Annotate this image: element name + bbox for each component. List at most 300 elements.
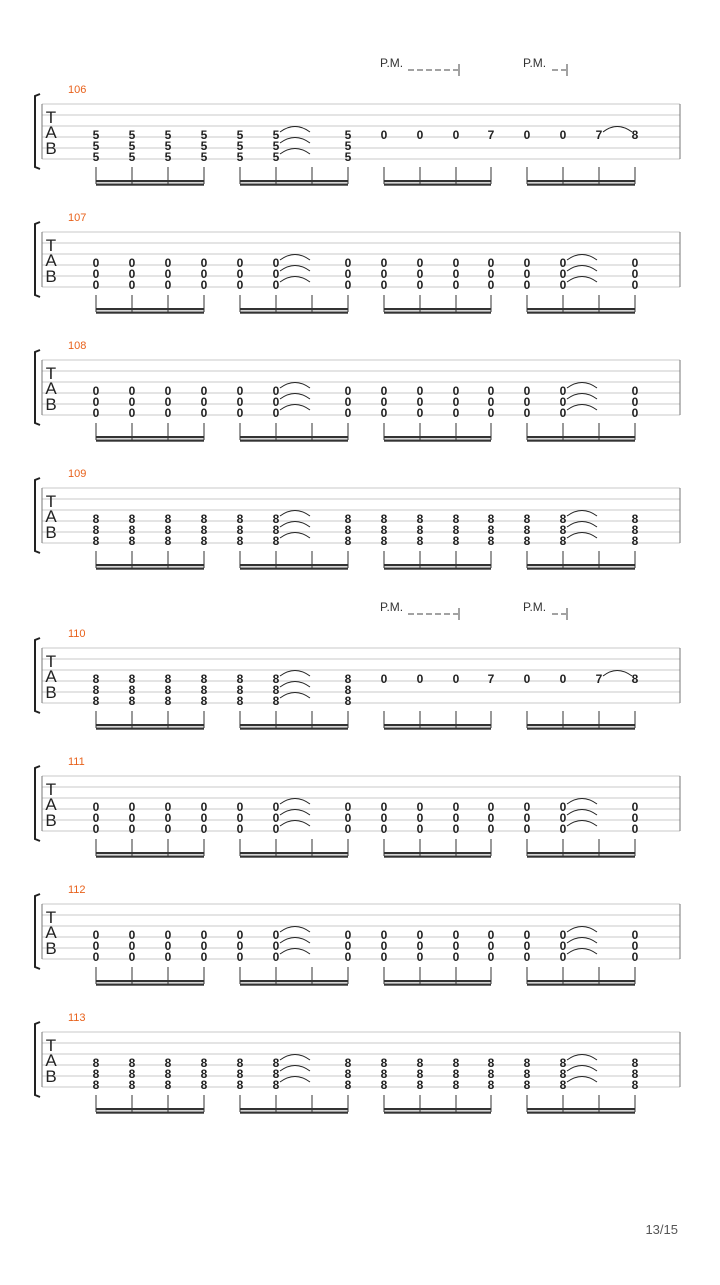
beam <box>384 564 491 566</box>
fret-number: 0 <box>559 395 567 409</box>
fret-number: 0 <box>452 939 460 953</box>
fret-number: 0 <box>164 406 172 420</box>
fret-number: 8 <box>164 534 172 548</box>
fret-number: 0 <box>416 822 424 836</box>
beam <box>384 308 491 310</box>
tab-system-112 <box>35 884 680 986</box>
tab-clef-b: B <box>45 939 57 958</box>
fret-number: 8 <box>344 1067 352 1081</box>
fret-number: 0 <box>523 672 531 686</box>
fret-number: 0 <box>344 406 352 420</box>
fret-number: 5 <box>164 139 172 153</box>
fret-number: 0 <box>272 278 280 292</box>
fret-number: 8 <box>272 512 280 526</box>
fret-number: 8 <box>416 1067 424 1081</box>
fret-number: 8 <box>272 1067 280 1081</box>
fret-number: 0 <box>164 928 172 942</box>
beam <box>527 440 635 442</box>
fret-number: 0 <box>92 811 100 825</box>
fret-number: 0 <box>416 384 424 398</box>
fret-number: 8 <box>92 1067 100 1081</box>
fret-number: 5 <box>128 139 136 153</box>
tab-clef-b: B <box>45 1067 57 1086</box>
fret-number: 0 <box>380 950 388 964</box>
fret-number: 8 <box>344 683 352 697</box>
fret-number: 8 <box>92 523 100 537</box>
tab-clef-t: T <box>45 236 57 255</box>
fret-number: 0 <box>344 822 352 836</box>
fret-number: 0 <box>236 811 244 825</box>
fret-number: 0 <box>487 256 495 270</box>
fret-number: 0 <box>380 128 388 142</box>
tab-clef-b: B <box>45 267 57 286</box>
beam <box>384 184 491 186</box>
fret-number: 5 <box>128 128 136 142</box>
fret-number: 0 <box>452 928 460 942</box>
fret-number: 8 <box>200 1067 208 1081</box>
fret-number: 0 <box>487 811 495 825</box>
fret-number: 0 <box>92 256 100 270</box>
fret-number: 0 <box>559 128 567 142</box>
tie-arc <box>567 533 597 539</box>
beam <box>384 312 491 314</box>
fret-number: 0 <box>200 256 208 270</box>
fret-number: 8 <box>487 1078 495 1092</box>
fret-number: 0 <box>523 278 531 292</box>
fret-number: 8 <box>559 1078 567 1092</box>
tie-arc <box>280 127 310 133</box>
tie-arc <box>567 511 597 517</box>
fret-number: 0 <box>452 278 460 292</box>
fret-number: 0 <box>200 395 208 409</box>
beam <box>240 856 348 858</box>
beam <box>96 436 204 438</box>
tie-arc <box>280 255 310 261</box>
fret-number: 0 <box>92 384 100 398</box>
fret-number: 8 <box>236 1067 244 1081</box>
tie-arc <box>280 671 310 677</box>
fret-number: 0 <box>416 406 424 420</box>
beam <box>240 308 348 310</box>
tie-arc <box>567 1066 597 1072</box>
system-bracket <box>35 1022 40 1097</box>
tie-arc <box>567 394 597 400</box>
fret-number: 0 <box>452 672 460 686</box>
fret-number: 0 <box>452 800 460 814</box>
tie-arc <box>567 949 597 955</box>
fret-number: 5 <box>236 150 244 164</box>
fret-number: 7 <box>487 672 495 686</box>
measure-number: 113 <box>68 1012 86 1024</box>
fret-number: 0 <box>523 939 531 953</box>
beam <box>527 852 635 854</box>
fret-number: 0 <box>487 406 495 420</box>
fret-number: 8 <box>559 523 567 537</box>
fret-number: 8 <box>487 1067 495 1081</box>
fret-number: 0 <box>559 822 567 836</box>
fret-number: 0 <box>236 406 244 420</box>
fret-number: 5 <box>92 128 100 142</box>
fret-number: 0 <box>200 406 208 420</box>
tab-clef-a: A <box>45 379 57 398</box>
fret-number: 0 <box>559 928 567 942</box>
tie-arc <box>567 1077 597 1083</box>
fret-number: 0 <box>236 928 244 942</box>
tab-system-109 <box>35 468 680 570</box>
tie-arc <box>280 1077 310 1083</box>
fret-number: 0 <box>631 811 639 825</box>
tie-arc <box>280 927 310 933</box>
fret-number: 0 <box>487 950 495 964</box>
fret-number: 0 <box>92 800 100 814</box>
tie-arc <box>280 149 310 155</box>
beam <box>240 1112 348 1114</box>
fret-number: 0 <box>236 939 244 953</box>
beam <box>96 856 204 858</box>
fret-number: 5 <box>164 128 172 142</box>
fret-number: 0 <box>344 267 352 281</box>
fret-number: 8 <box>92 683 100 697</box>
fret-number: 0 <box>272 950 280 964</box>
fret-number: 0 <box>559 800 567 814</box>
fret-number: 0 <box>523 822 531 836</box>
fret-number: 0 <box>128 800 136 814</box>
fret-number: 8 <box>452 1067 460 1081</box>
fret-number: 0 <box>200 384 208 398</box>
fret-number: 8 <box>128 1078 136 1092</box>
fret-number: 8 <box>631 534 639 548</box>
fret-number: 8 <box>128 672 136 686</box>
fret-number: 0 <box>452 950 460 964</box>
tie-arc <box>567 277 597 283</box>
fret-number: 8 <box>164 1056 172 1070</box>
fret-number: 8 <box>128 1067 136 1081</box>
fret-number: 8 <box>523 512 531 526</box>
fret-number: 0 <box>272 939 280 953</box>
tab-clef-t: T <box>45 1036 57 1055</box>
fret-number: 0 <box>380 672 388 686</box>
fret-number: 0 <box>200 939 208 953</box>
fret-number: 0 <box>92 928 100 942</box>
fret-number: 0 <box>452 811 460 825</box>
tie-arc <box>280 810 310 816</box>
fret-number: 0 <box>128 950 136 964</box>
fret-number: 0 <box>559 256 567 270</box>
tie-arc <box>567 266 597 272</box>
tie-arc <box>280 799 310 805</box>
fret-number: 5 <box>200 139 208 153</box>
fret-number: 0 <box>236 278 244 292</box>
fret-number: 0 <box>272 811 280 825</box>
page-number: 13/15 <box>645 1222 678 1237</box>
slur-arc <box>603 671 632 677</box>
fret-number: 0 <box>452 384 460 398</box>
fret-number: 0 <box>416 256 424 270</box>
fret-number: 8 <box>380 1056 388 1070</box>
fret-number: 0 <box>128 256 136 270</box>
fret-number: 0 <box>487 267 495 281</box>
fret-number: 0 <box>164 395 172 409</box>
fret-number: 8 <box>128 523 136 537</box>
fret-number: 0 <box>380 384 388 398</box>
fret-number: 0 <box>416 950 424 964</box>
fret-number: 0 <box>236 822 244 836</box>
beam <box>384 568 491 570</box>
beam <box>96 980 204 982</box>
fret-number: 0 <box>344 395 352 409</box>
fret-number: 0 <box>523 950 531 964</box>
fret-number: 0 <box>452 128 460 142</box>
fret-number: 0 <box>416 811 424 825</box>
measure-number: 107 <box>68 212 87 224</box>
fret-number: 8 <box>344 1078 352 1092</box>
tab-clef-a: A <box>45 667 57 686</box>
tab-system-106 <box>35 56 680 186</box>
fret-number: 0 <box>631 939 639 953</box>
tab-clef-a: A <box>45 251 57 270</box>
fret-number: 0 <box>631 278 639 292</box>
fret-number: 0 <box>272 395 280 409</box>
tie-arc <box>280 394 310 400</box>
fret-number: 0 <box>631 950 639 964</box>
fret-number: 0 <box>164 939 172 953</box>
tie-arc <box>280 693 310 699</box>
fret-number: 0 <box>559 267 567 281</box>
fret-number: 0 <box>416 267 424 281</box>
tab-system-108 <box>35 340 680 442</box>
measure-number: 111 <box>68 756 85 768</box>
beam <box>527 184 635 186</box>
tie-arc <box>567 1055 597 1061</box>
fret-number: 8 <box>380 1067 388 1081</box>
fret-number: 8 <box>380 512 388 526</box>
fret-number: 8 <box>164 672 172 686</box>
fret-number: 0 <box>272 800 280 814</box>
fret-number: 0 <box>344 928 352 942</box>
fret-number: 8 <box>416 1078 424 1092</box>
fret-number: 0 <box>344 256 352 270</box>
fret-number: 5 <box>92 150 100 164</box>
beam <box>384 180 491 182</box>
tie-arc <box>567 255 597 261</box>
tab-clef-a: A <box>45 795 57 814</box>
fret-number: 8 <box>164 1078 172 1092</box>
fret-number: 5 <box>128 150 136 164</box>
fret-number: 8 <box>92 1056 100 1070</box>
fret-number: 0 <box>344 800 352 814</box>
beam <box>384 852 491 854</box>
beam <box>96 564 204 566</box>
fret-number: 0 <box>523 406 531 420</box>
fret-number: 0 <box>380 800 388 814</box>
fret-number: 0 <box>559 950 567 964</box>
beam <box>96 440 204 442</box>
measure-number: 109 <box>68 468 87 480</box>
fret-number: 5 <box>272 139 280 153</box>
fret-number: 0 <box>200 800 208 814</box>
fret-number: 0 <box>200 811 208 825</box>
fret-number: 0 <box>164 267 172 281</box>
tie-arc <box>280 522 310 528</box>
tab-system-110 <box>35 600 680 730</box>
fret-number: 0 <box>164 278 172 292</box>
tie-arc <box>567 383 597 389</box>
fret-number: 8 <box>92 672 100 686</box>
tie-arc <box>280 405 310 411</box>
fret-number: 0 <box>487 939 495 953</box>
tie-arc <box>567 927 597 933</box>
beam <box>384 1108 491 1110</box>
beam <box>527 728 635 730</box>
fret-number: 8 <box>344 512 352 526</box>
fret-number: 8 <box>631 1056 639 1070</box>
fret-number: 8 <box>380 1078 388 1092</box>
fret-number: 0 <box>416 278 424 292</box>
fret-number: 8 <box>236 523 244 537</box>
beam <box>240 980 348 982</box>
fret-number: 0 <box>236 267 244 281</box>
fret-number: 5 <box>272 128 280 142</box>
fret-number: 0 <box>128 406 136 420</box>
fret-number: 0 <box>164 384 172 398</box>
fret-number: 8 <box>236 534 244 548</box>
fret-number: 8 <box>631 128 639 142</box>
fret-number: 0 <box>416 672 424 686</box>
fret-number: 0 <box>200 278 208 292</box>
fret-number: 8 <box>344 672 352 686</box>
tab-clef-t: T <box>45 492 57 511</box>
beam <box>96 1108 204 1110</box>
fret-number: 0 <box>380 395 388 409</box>
fret-number: 0 <box>128 395 136 409</box>
fret-number: 0 <box>92 406 100 420</box>
fret-number: 8 <box>128 683 136 697</box>
fret-number: 8 <box>236 694 244 708</box>
fret-number: 8 <box>272 683 280 697</box>
beam <box>384 1112 491 1114</box>
beam <box>96 312 204 314</box>
beam <box>240 180 348 182</box>
beam <box>384 980 491 982</box>
fret-number: 8 <box>631 523 639 537</box>
tie-arc <box>567 405 597 411</box>
tie-arc <box>280 533 310 539</box>
fret-number: 8 <box>128 512 136 526</box>
beam <box>96 1112 204 1114</box>
fret-number: 0 <box>164 950 172 964</box>
tab-clef-b: B <box>45 139 57 158</box>
fret-number: 8 <box>272 672 280 686</box>
fret-number: 0 <box>631 800 639 814</box>
beam <box>527 568 635 570</box>
tie-arc <box>280 682 310 688</box>
fret-number: 0 <box>559 939 567 953</box>
fret-number: 8 <box>92 534 100 548</box>
fret-number: 0 <box>272 384 280 398</box>
tie-arc <box>280 277 310 283</box>
fret-number: 8 <box>559 512 567 526</box>
fret-number: 8 <box>164 1067 172 1081</box>
fret-number: 5 <box>344 150 352 164</box>
fret-number: 8 <box>344 534 352 548</box>
fret-number: 8 <box>452 1056 460 1070</box>
fret-number: 8 <box>128 534 136 548</box>
fret-number: 8 <box>200 1078 208 1092</box>
fret-number: 0 <box>164 822 172 836</box>
tab-clef-a: A <box>45 923 57 942</box>
fret-number: 8 <box>487 523 495 537</box>
fret-number: 0 <box>631 256 639 270</box>
beam <box>527 724 635 726</box>
fret-number: 0 <box>380 811 388 825</box>
fret-number: 8 <box>272 523 280 537</box>
fret-number: 8 <box>380 523 388 537</box>
fret-number: 0 <box>128 939 136 953</box>
fret-number: 0 <box>164 800 172 814</box>
fret-number: 8 <box>236 512 244 526</box>
beam <box>384 728 491 730</box>
fret-number: 0 <box>523 928 531 942</box>
fret-number: 8 <box>236 672 244 686</box>
fret-number: 5 <box>236 128 244 142</box>
fret-number: 0 <box>92 267 100 281</box>
beam <box>527 436 635 438</box>
fret-number: 8 <box>164 512 172 526</box>
fret-number: 0 <box>487 928 495 942</box>
fret-number: 0 <box>559 384 567 398</box>
fret-number: 0 <box>236 256 244 270</box>
beam <box>527 564 635 566</box>
fret-number: 0 <box>200 928 208 942</box>
fret-number: 0 <box>236 800 244 814</box>
fret-number: 0 <box>236 384 244 398</box>
fret-number: 8 <box>344 523 352 537</box>
beam <box>96 568 204 570</box>
fret-number: 8 <box>344 694 352 708</box>
beam <box>384 724 491 726</box>
fret-number: 8 <box>344 1056 352 1070</box>
fret-number: 0 <box>631 395 639 409</box>
fret-number: 8 <box>200 534 208 548</box>
fret-number: 0 <box>344 939 352 953</box>
fret-number: 5 <box>236 139 244 153</box>
fret-number: 0 <box>380 406 388 420</box>
fret-number: 8 <box>523 1078 531 1092</box>
beam <box>240 724 348 726</box>
fret-number: 8 <box>236 683 244 697</box>
tab-clef-t: T <box>45 780 57 799</box>
fret-number: 0 <box>344 950 352 964</box>
tie-arc <box>567 938 597 944</box>
tab-clef-t: T <box>45 652 57 671</box>
beam <box>96 184 204 186</box>
beam <box>240 984 348 986</box>
fret-number: 8 <box>92 1078 100 1092</box>
fret-number: 8 <box>523 534 531 548</box>
fret-number: 0 <box>487 278 495 292</box>
slur-arc <box>603 127 632 133</box>
fret-number: 8 <box>200 512 208 526</box>
fret-number: 8 <box>487 512 495 526</box>
beam <box>240 1108 348 1110</box>
fret-number: 8 <box>236 1056 244 1070</box>
fret-number: 8 <box>164 523 172 537</box>
fret-number: 0 <box>631 267 639 281</box>
measure-number: 112 <box>68 884 86 896</box>
fret-number: 0 <box>92 939 100 953</box>
tie-arc <box>567 799 597 805</box>
fret-number: 0 <box>92 950 100 964</box>
